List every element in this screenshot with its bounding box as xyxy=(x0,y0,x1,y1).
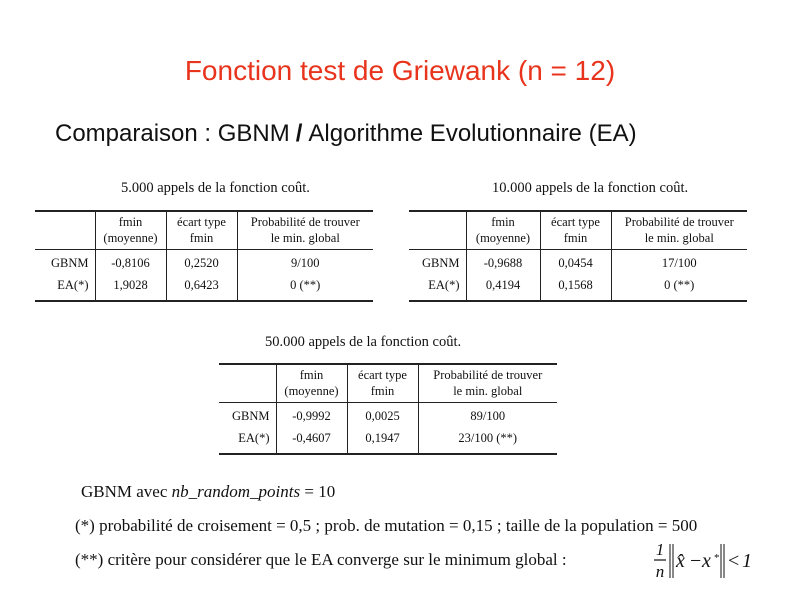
slide-subtitle xyxy=(55,120,637,148)
results-table-5000 xyxy=(35,210,373,302)
cell-ecart: 0,2520 xyxy=(166,250,237,275)
header-ecart: écart type fmin xyxy=(347,364,418,403)
row-label: GBNM xyxy=(231,408,270,423)
table-row xyxy=(219,427,557,454)
table-header-row xyxy=(409,211,747,250)
table-row xyxy=(409,250,747,275)
cell-ecart: 0,0454 xyxy=(540,250,611,275)
header-fmin: fmin (moyenne) xyxy=(466,211,540,250)
cell-prob: 23/100 (**) xyxy=(418,427,557,454)
cell-prob: 0 (**) xyxy=(237,274,373,301)
slide-title: Fonction test de Griewank (n = 12) xyxy=(184,55,616,86)
cell-ecart: 0,6423 xyxy=(166,274,237,301)
formula-numerator: 1 xyxy=(655,540,665,559)
table-3-caption: 50.000 appels de la fonction coût. xyxy=(265,334,462,350)
header-fmin: fmin (moyenne) xyxy=(95,211,166,250)
formula-x: x xyxy=(702,550,711,572)
table-header-row xyxy=(35,211,373,250)
cell-fmin: -0,9992 xyxy=(276,403,347,428)
results-table-10000 xyxy=(409,210,747,302)
table-row xyxy=(409,274,747,301)
header-prob: Probabilité de trouver le min. global xyxy=(611,211,747,250)
formula-minus: − xyxy=(690,550,702,572)
cell-fmin: -0,8106 xyxy=(95,250,166,275)
row-label: EA(*) xyxy=(238,430,270,445)
convergence-formula xyxy=(654,540,774,582)
cell-prob: 17/100 xyxy=(611,250,747,275)
formula-star: * xyxy=(714,552,720,564)
cell-fmin: -0,9688 xyxy=(466,250,540,275)
formula-xhat: x̂ xyxy=(676,550,685,572)
formula-lt: < xyxy=(728,550,740,572)
header-empty xyxy=(35,211,95,250)
header-prob: Probabilité de trouver le min. global xyxy=(237,211,373,250)
header-fmin: fmin (moyenne) xyxy=(276,364,347,403)
table-row xyxy=(35,250,373,275)
cell-ecart: 0,0025 xyxy=(347,403,418,428)
subtitle-slash: / xyxy=(295,120,303,147)
table-row xyxy=(35,274,373,301)
cell-prob: 9/100 xyxy=(237,250,373,275)
header-ecart: écart type fmin xyxy=(540,211,611,250)
header-ecart: écart type fmin xyxy=(166,211,237,250)
table-header-row xyxy=(219,364,557,403)
header-prob: Probabilité de trouver le min. global xyxy=(418,364,557,403)
gbnm-param-name: nb_random_points xyxy=(171,482,301,501)
gbnm-parameter-note: GBNM avec nb_random_points = 10 xyxy=(81,482,336,501)
row-label: GBNM xyxy=(421,255,460,270)
table-1-caption: 5.000 appels de la fonction coût. xyxy=(121,180,310,196)
header-empty xyxy=(409,211,466,250)
header-empty xyxy=(219,364,276,403)
table-row xyxy=(219,403,557,428)
ea-settings-note: (*) probabilité de croisement = 0,5 ; prob. de mutation = 0,15 ; taille de la population = 500 xyxy=(75,516,698,535)
table-2-caption: 10.000 appels de la fonction coût. xyxy=(492,180,689,196)
results-table-50000 xyxy=(219,363,557,455)
convergence-criterion-note: (**) critère pour considérer que le EA converge sur le minimum global : xyxy=(75,550,567,569)
row-label: EA(*) xyxy=(428,277,460,292)
cell-prob: 89/100 xyxy=(418,403,557,428)
cell-fmin: -0,4607 xyxy=(276,427,347,454)
cell-fmin: 0,4194 xyxy=(466,274,540,301)
subtitle-right: Algorithme Evolutionnaire (EA) xyxy=(308,120,637,147)
row-label: EA(*) xyxy=(57,277,89,292)
subtitle-left: Comparaison : GBNM xyxy=(55,120,290,147)
cell-fmin: 1,9028 xyxy=(95,274,166,301)
cell-ecart: 0,1947 xyxy=(347,427,418,454)
formula-denominator: n xyxy=(655,562,665,581)
row-label: GBNM xyxy=(50,255,89,270)
cell-ecart: 0,1568 xyxy=(540,274,611,301)
cell-prob: 0 (**) xyxy=(611,274,747,301)
formula-one: 1 xyxy=(742,550,752,572)
